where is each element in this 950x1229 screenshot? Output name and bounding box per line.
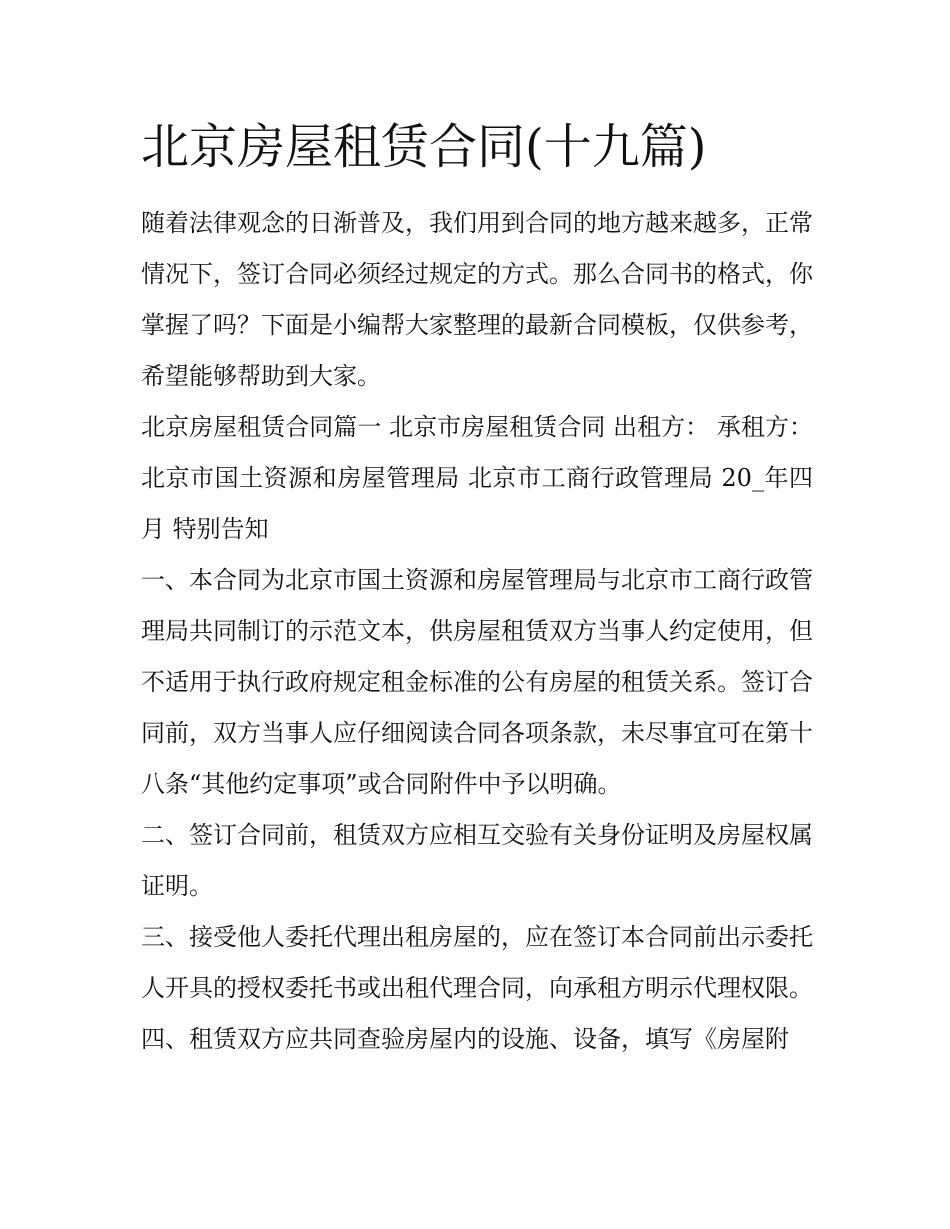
contract-header-paragraph: 北京房屋租赁合同篇一 北京市房屋租赁合同 出租方： 承租方： 北京市国土资源和房屋管理局 北京市工商行政管理局 20_年四月 特别告知 xyxy=(141,413,813,543)
notice-item-4: 四、租赁双方应共同查验房屋内的设施、设备，填写《房屋附 xyxy=(141,1025,789,1053)
notice-item-1: 一、本合同为北京市国土资源和房屋管理局与北京市工商行政管理局共同制订的示范文本，供房屋租赁双方当事人约定使用，但不适用于执行政府规定租金标准的公有房屋的租赁关系。签订合同前，双方当事人应仔细阅读合同各项条款，未尽事宜可在第十八条“其他约定事项”或合同附件中予以明确。 xyxy=(141,566,813,798)
document-body xyxy=(141,112,813,1065)
document-title: 北京房屋租赁合同(十九篇) xyxy=(141,119,707,175)
intro-paragraph: 随着法律观念的日渐普及，我们用到合同的地方越来越多，正常情况下，签订合同必须经过规定的方式。那么合同书的格式，你掌握了吗？下面是小编帮大家整理的最新合同模板，仅供参考，希望能够帮助到大家。 xyxy=(141,209,813,390)
notice-item-2: 二、签订合同前，租赁双方应相互交验有关身份证明及房屋权属证明。 xyxy=(141,821,813,900)
notice-item-3: 三、接受他人委托代理出租房屋的，应在签订本合同前出示委托人开具的授权委托书或出租代理合同，向承租方明示代理权限。 xyxy=(141,923,813,1002)
